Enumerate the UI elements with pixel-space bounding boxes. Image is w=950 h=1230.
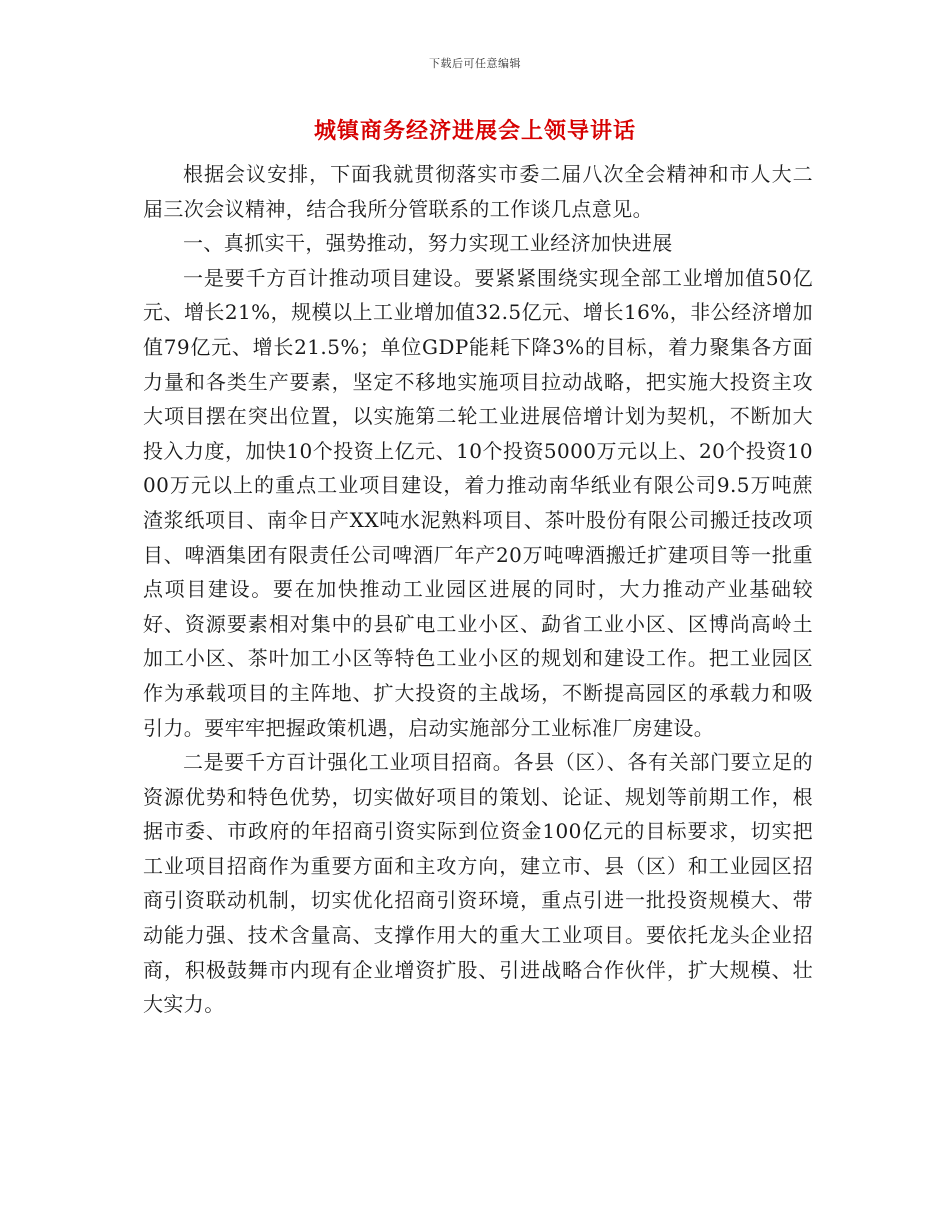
section-heading-1: 一、真抓实干，强势推动，努力实现工业经济加快进展 (183, 231, 673, 256)
paragraph-project-construction: 一是要千方百计推动项目建设。要紧紧围绕实现全部工业增加值50亿元、增长21%，规模以上工业增加值32.5亿元、增长16%，非公经济增加值79亿元、增长21.5%；单位GDP能耗下降3%的目标，着力聚集各方面力量和各类生产要素，坚定不移地实施项目拉动战略，把实施大投资主攻大项目摆在突出位置，以实施第二轮工业进展倍增计划为契机，不断加大投入力度，加快10个投资上亿元、10个投资5000万元以上、20个投资1000万元以上的重点工业项目建设，着力推动南华纸业有限公司9.5万吨蔗渣浆纸项目、南伞日产XX吨水泥熟料项目、茶叶股份有限公司搬迁技改项目、啤酒集团有限责任公司啤酒厂年产20万吨啤酒搬迁扩建项目等一批重点项目建设。要在加快推动工业园区进展的同时，大力推动产业基础较好、资源要素相对集中的县矿电工业小区、勐省工业小区、区博尚高岭土加工小区、茶叶加工小区等特色工业小区的规划和建设工作。把工业园区作为承载项目的主阵地、扩大投资的主战场，不断提高园区的承载力和吸引力。要牢牢把握政策机遇，启动实施部分工业标准厂房建设。 (143, 265, 813, 740)
header-note: 下载后可任意编辑 (429, 57, 521, 70)
paragraph-investment-promotion: 二是要千方百计强化工业项目招商。各县（区）、各有关部门要立足的资源优势和特色优势，切实做好项目的策划、论证、规划等前期工作，根据市委、市政府的年招商引资实际到位资金100亿元的目标要求，切实把工业项目招商作为重要方面和主攻方向，建立市、县（区）和工业园区招商引资联动机制，切实优化招商引资环境，重点引进一批投资规模大、带动能力强、技术含量高、支撑作用大的重大工业项目。要依托龙头企业招商，积极鼓舞市内现有企业增资扩股、引进战略合作伙伴，扩大规模、壮大实力。 (143, 750, 813, 1017)
document-body (143, 157, 813, 1022)
document-title: 城镇商务经济进展会上领导讲话 (313, 118, 636, 144)
paragraph-intro: 根据会议安排，下面我就贯彻落实市委二届八次全会精神和市人大二届三次会议精神，结合我所分管联系的工作谈几点意见。 (143, 162, 813, 221)
